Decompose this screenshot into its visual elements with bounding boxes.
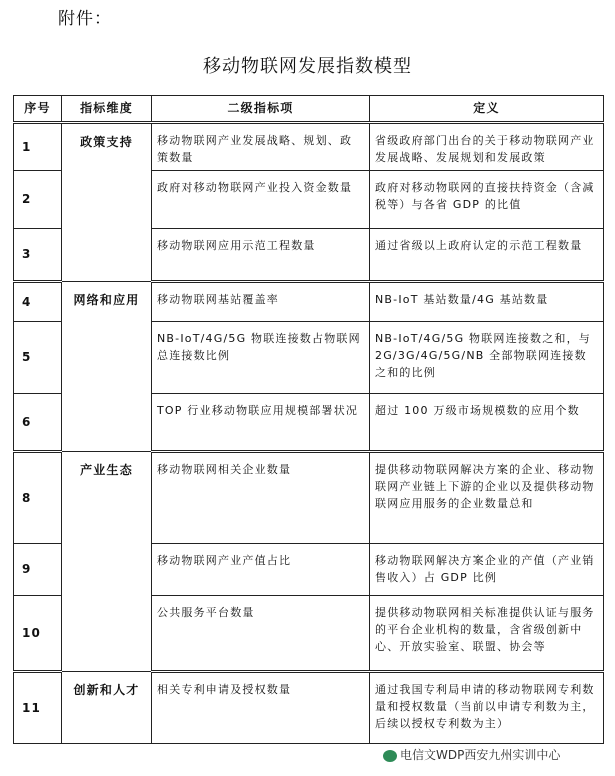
wechat-icon: [383, 750, 397, 762]
definition-cell: 通过省级以上政府认定的示范工程数量: [370, 229, 604, 282]
attachment-label: 附件：: [58, 9, 112, 29]
row-number: 9: [14, 544, 62, 596]
indicator-cell: TOP 行业移动物联应用规模部署状况: [152, 394, 370, 452]
dimension-cell: 政策支持: [62, 123, 152, 282]
row-number: 11: [14, 672, 62, 744]
dimension-cell: 网络和应用: [62, 282, 152, 452]
header-definition: 定义: [370, 96, 604, 123]
row-number: 8: [14, 452, 62, 544]
definition-cell: NB-IoT 基站数量/4G 基站数量: [370, 282, 604, 322]
indicator-cell: 移动物联网产业产值占比: [152, 544, 370, 596]
definition-cell: 提供移动物联网解决方案的企业、移动物联网产业链上下游的企业以及提供移动物联网应用服务的企业数量总和: [370, 452, 604, 544]
definition-cell: 省级政府部门出台的关于移动物联网产业发展战略、发展规划和发展政策: [370, 123, 604, 171]
row-number: 4: [14, 282, 62, 322]
watermark: [380, 745, 563, 764]
dimension-cell: 创新和人才: [62, 672, 152, 744]
indicator-cell: 移动物联网应用示范工程数量: [152, 229, 370, 282]
header-dimension: 指标维度: [62, 96, 152, 123]
indicator-cell: 移动物联网产业发展战略、规划、政策数量: [152, 123, 370, 171]
indicator-cell: 移动物联网基站覆盖率: [152, 282, 370, 322]
indicator-cell: 移动物联网相关企业数量: [152, 452, 370, 544]
definition-cell: 超过 100 万级市场规模数的应用个数: [370, 394, 604, 452]
row-number: 2: [14, 171, 62, 229]
row-number: 6: [14, 394, 62, 452]
row-number: 10: [14, 596, 62, 672]
watermark-text: 电信文WDP西安九州实训中心: [400, 748, 561, 762]
definition-cell: NB-IoT/4G/5G 物联网连接数之和，与 2G/3G/4G/5G/NB 全部物联网连接数之和的比例: [370, 322, 604, 394]
definition-cell: 移动物联网解决方案企业的产值（产业销售收入）占 GDP 比例: [370, 544, 604, 596]
definition-cell: 政府对移动物联网的直接扶持资金（含减税等）与各省 GDP 的比值: [370, 171, 604, 229]
index-model-table: [13, 95, 604, 744]
row-number: 1: [14, 123, 62, 171]
indicator-cell: 相关专利申请及授权数量: [152, 672, 370, 744]
table-row: [14, 672, 604, 744]
row-number: 5: [14, 322, 62, 394]
table-header-row: [14, 96, 604, 123]
header-sub-indicator: 二级指标项: [152, 96, 370, 123]
indicator-cell: NB-IoT/4G/5G 物联连接数占物联网总连接数比例: [152, 322, 370, 394]
definition-cell: 通过我国专利局申请的移动物联网专利数量和授权数量（当前以申请专利数为主，后续以授权专利数为主）: [370, 672, 604, 744]
definition-cell: 提供移动物联网相关标准提供认证与服务的平台企业机构的数量，含省级创新中心、开放实验室、联盟、协会等: [370, 596, 604, 672]
table-row: [14, 452, 604, 544]
table-row: [14, 282, 604, 322]
page-title: 移动物联网发展指数模型: [203, 56, 412, 77]
indicator-cell: 公共服务平台数量: [152, 596, 370, 672]
row-number: 3: [14, 229, 62, 282]
table-row: [14, 123, 604, 171]
header-seq: 序号: [14, 96, 62, 123]
dimension-cell: 产业生态: [62, 452, 152, 672]
indicator-cell: 政府对移动物联网产业投入资金数量: [152, 171, 370, 229]
